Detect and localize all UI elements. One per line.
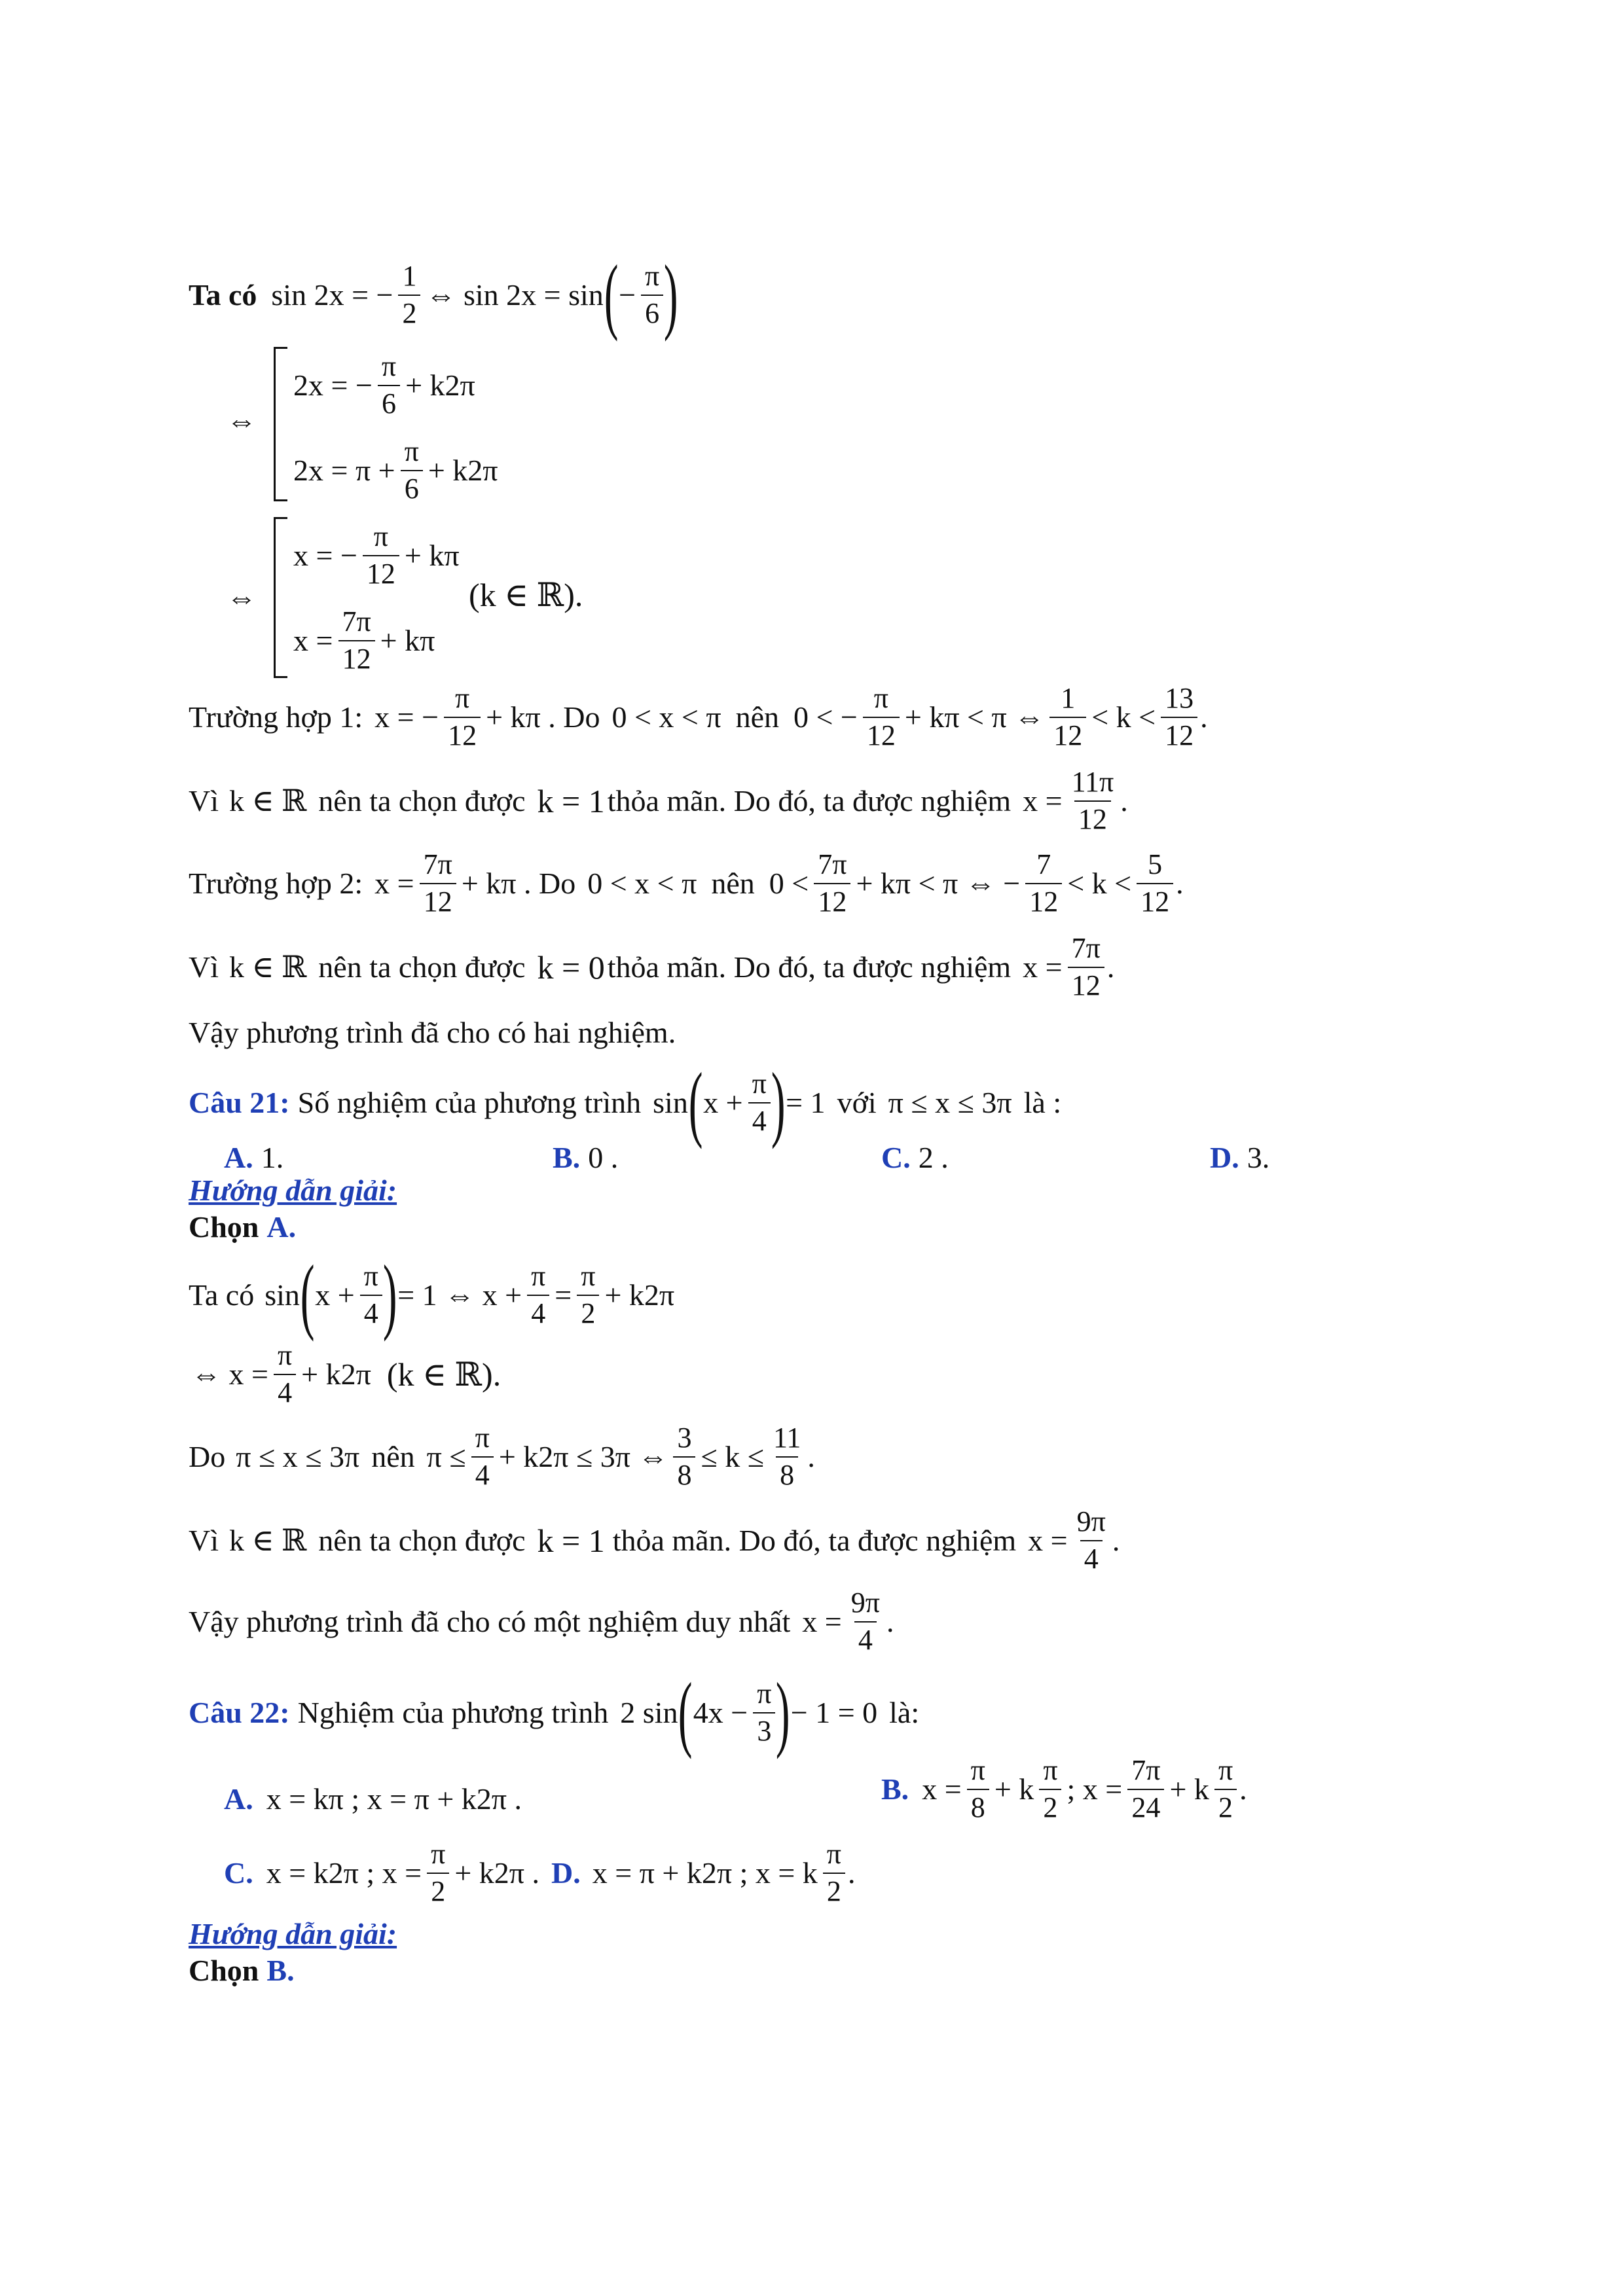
case-1-choice: Vì k ∈ ℝ nên ta chọn được k = 1 thỏa mãn. Do đó, ta được nghiệm x = $\frac{11\pi}{12}$ . xyxy=(189,766,1128,835)
q21-step-4: Vì k ∈ ℝ nên ta chọn được k = 1 thỏa mãn. Do đó, ta được nghiệm x = $\frac{9\pi}{4}$ . xyxy=(189,1505,1120,1575)
system-2-line-1: x = − $\frac{\pi}{12}$ + kπ xyxy=(293,520,460,590)
q21-label: Câu 21: xyxy=(189,1086,290,1119)
intro-text: Ta có xyxy=(189,278,257,312)
system-1-bracket xyxy=(274,347,287,501)
system-2-bracket xyxy=(274,517,287,678)
system-1-line-1: 2x = − $\frac{\pi}{6}$ + k2π xyxy=(293,350,475,420)
eq1-rhs-fraction: $\frac{\pi}{6}$ xyxy=(641,260,663,330)
q22-choose: Chọn B. xyxy=(189,1954,295,1987)
system-2-condition: (k ∈ ℝ). xyxy=(469,577,583,613)
system-2-line-2: x = $\frac{7\pi}{12}$ + kπ xyxy=(293,605,435,675)
system-2-equiv: ⇔ xyxy=(227,581,257,614)
q22-option-b[interactable]: B. x = $\frac{\pi}{8}$ + k $\frac{\pi}{2}$ ; x = $\frac{7\pi}{24}$ + k $\frac{\pi}{2}$ . xyxy=(881,1754,1247,1823)
eq1-fraction: $\frac{1}{2}$ xyxy=(398,260,420,330)
q20-conclusion: Vậy phương trình đã cho có hai nghiệm. xyxy=(189,1016,676,1049)
q22-guide-heading: Hướng dẫn giải: xyxy=(189,1917,397,1950)
q22-option-a[interactable]: A. x = kπ ; x = π + k2π . xyxy=(224,1782,522,1816)
q21-option-d[interactable]: D. 3. xyxy=(1210,1141,1270,1174)
q22-statement: Câu 22: Nghiệm của phương trình 2 sin ( 4x − $\frac{\pi}{3}$ ) − 1 = 0 là: xyxy=(189,1666,920,1760)
system-1-equiv: ⇔ xyxy=(227,404,257,437)
q21-step-5: Vậy phương trình đã cho có một nghiệm duy nhất x = $\frac{9\pi}{4}$ . xyxy=(189,1587,894,1656)
q21-guide-heading: Hướng dẫn giải: xyxy=(189,1174,397,1207)
q21-choose: Chọn A. xyxy=(189,1210,297,1244)
case-2-line: Trường hợp 2: x = $\frac{7\pi}{12}$ + kπ . Do 0 < x < π nên 0 < $\frac{7\pi}{12}$ + kπ < π ⇔ − $\frac{7}{12}$ < k < $\frac{5}{12}$ . xyxy=(189,848,1184,918)
case-1-line: Trường hợp 1: x = − $\frac{\pi}{12}$ + kπ . Do 0 < x < π nên 0 < − $\frac{\pi}{12}$ + kπ < π ⇔ $\frac{1}{12}$ < k < $\frac{13}{12}$ . xyxy=(189,682,1208,751)
q21-step-3: Do π ≤ x ≤ 3π nên π ≤ $\frac{\pi}{4}$ + k2π ≤ 3π ⇔ $\frac{3}{8}$ ≤ k ≤ $\frac{11}{8}$ . xyxy=(189,1422,815,1491)
q21-step-2: ⇔ x = $\frac{\pi}{4}$ + k2π (k ∈ ℝ). xyxy=(191,1339,501,1408)
eq1-mid: ⇔ sin 2x = sin xyxy=(426,278,604,312)
q21-step-1: Ta có sin ( x + $\frac{\pi}{4}$ ) = 1 ⇔ x + $\frac{\pi}{4}$ = $\frac{\pi}{2}$ + k2π xyxy=(189,1248,675,1342)
q22-option-c[interactable]: C. x = k2π ; x = $\frac{\pi}{2}$ + k2π . xyxy=(224,1838,540,1907)
q20-solution-line-1: Ta có sin 2x = − $\frac{1}{2}$ ⇔ sin 2x = sin ( − $\frac{\pi}{6}$ ) xyxy=(189,248,678,342)
q21-option-c[interactable]: C. 2 . xyxy=(881,1141,949,1174)
q22-label: Câu 22: xyxy=(189,1696,290,1729)
case-2-choice: Vì k ∈ ℝ nên ta chọn được k = 0 thỏa mãn. Do đó, ta được nghiệm x = $\frac{7\pi}{12}$ . xyxy=(189,932,1115,1001)
q22-option-d[interactable]: D. x = π + k2π ; x = k $\frac{\pi}{2}$ . xyxy=(551,1838,856,1907)
eq1-rhs-neg: − xyxy=(619,278,636,312)
eq1-lhs: sin 2x = − xyxy=(271,278,393,312)
q21-option-a[interactable]: A. 1. xyxy=(224,1141,284,1174)
q21-option-b[interactable]: B. 0 . xyxy=(553,1141,619,1174)
q21-statement: Câu 21: Số nghiệm của phương trình sin ( x + $\frac{\pi}{4}$ ) = 1 với π ≤ x ≤ 3π là : xyxy=(189,1056,1062,1150)
system-1-line-2: 2x = π + $\frac{\pi}{6}$ + k2π xyxy=(293,435,498,505)
